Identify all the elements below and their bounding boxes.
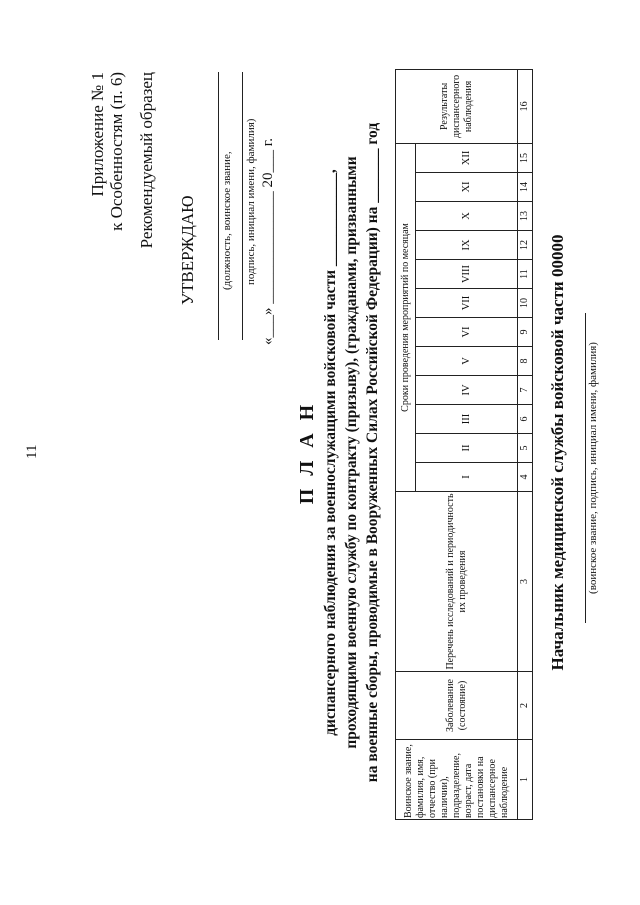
column-number-cell: 8 [518, 347, 533, 376]
month-cell: VIII [416, 260, 518, 289]
approve-heading: УТВЕРЖДАЮ [178, 195, 197, 305]
month-cell: XI [416, 173, 518, 202]
column-number-cell: 6 [518, 405, 533, 434]
column-number-cell: 9 [518, 318, 533, 347]
column-numbers-row [518, 69, 533, 819]
month-cell: IX [416, 231, 518, 260]
month-cell: V [416, 347, 518, 376]
month-cell: III [416, 405, 518, 434]
appendix-block [88, 72, 126, 231]
column-number-cell: 3 [518, 492, 533, 672]
column-number-cell: 4 [518, 463, 533, 492]
header-soldier-info [396, 740, 518, 820]
header-results: Результаты диспансерного наблюдения [396, 69, 518, 143]
column-number-cell: 10 [518, 289, 533, 318]
month-cell: VII [416, 289, 518, 318]
header-examinations: Перечень исследований и периодичность их проведения [396, 492, 518, 672]
column-number-cell: 14 [518, 173, 533, 202]
month-cell: II [416, 434, 518, 463]
month-cell: IV [416, 376, 518, 405]
month-cell: XII [416, 143, 518, 172]
column-number-cell: 2 [518, 672, 533, 740]
column-number-cell: 5 [518, 434, 533, 463]
column-number-cell: 11 [518, 260, 533, 289]
column-number-cell: 16 [518, 69, 533, 143]
header-soldier-info-text: Воинское звание, фамилия, имя, отчество (при наличии), подразделение, возраст, дата постановки на диспансерное наблюдение [402, 744, 510, 818]
chief-signature-title: Начальник медицинской службы войсковой части 00000 [548, 234, 567, 671]
plan-subtitle-line-1: диспансерного наблюдения за военнослужащими войсковой части ____________, [322, 169, 339, 736]
plan-subtitle-line-3: на военные сборы, проводимые в Вооруженных Силах Российской Федерации) на _______ год [364, 122, 381, 783]
month-cell: VI [416, 318, 518, 347]
recommended-sample-label: Рекомендуемый образец [137, 72, 156, 249]
observation-plan-table [395, 69, 533, 820]
appendix-reference: к Особенностям (п. 6) [107, 72, 126, 231]
signature-line [242, 72, 243, 340]
plan-title: П Л А Н [296, 400, 318, 505]
appendix-title: Приложение № 1 [88, 72, 107, 197]
month-cell: X [416, 202, 518, 231]
signature-caption: подпись, инициал имени, фамилия) [245, 118, 257, 285]
plan-subtitle-line-2: проходящими военную службу по контракту (призыву), (гражданами, призванными [343, 156, 360, 749]
column-number-cell: 12 [518, 231, 533, 260]
position-line [218, 72, 219, 340]
chief-signature-caption: (воинское звание, подпись, инициал имени, фамилия) [585, 313, 599, 623]
month-cell: I [416, 463, 518, 492]
column-number-cell: 13 [518, 202, 533, 231]
table-header-row [396, 69, 416, 819]
column-number-cell: 15 [518, 143, 533, 172]
approval-date: «___» _______________ 20___ г. [260, 138, 276, 345]
column-number-cell: 1 [518, 740, 533, 820]
column-number-cell: 7 [518, 376, 533, 405]
page-number: 11 [24, 444, 40, 459]
header-disease: Заболевание (состояние) [396, 672, 518, 740]
header-schedule: Сроки проведения мероприятий по месяцам [396, 143, 416, 491]
position-caption: (должность, воинское звание, [221, 151, 233, 290]
